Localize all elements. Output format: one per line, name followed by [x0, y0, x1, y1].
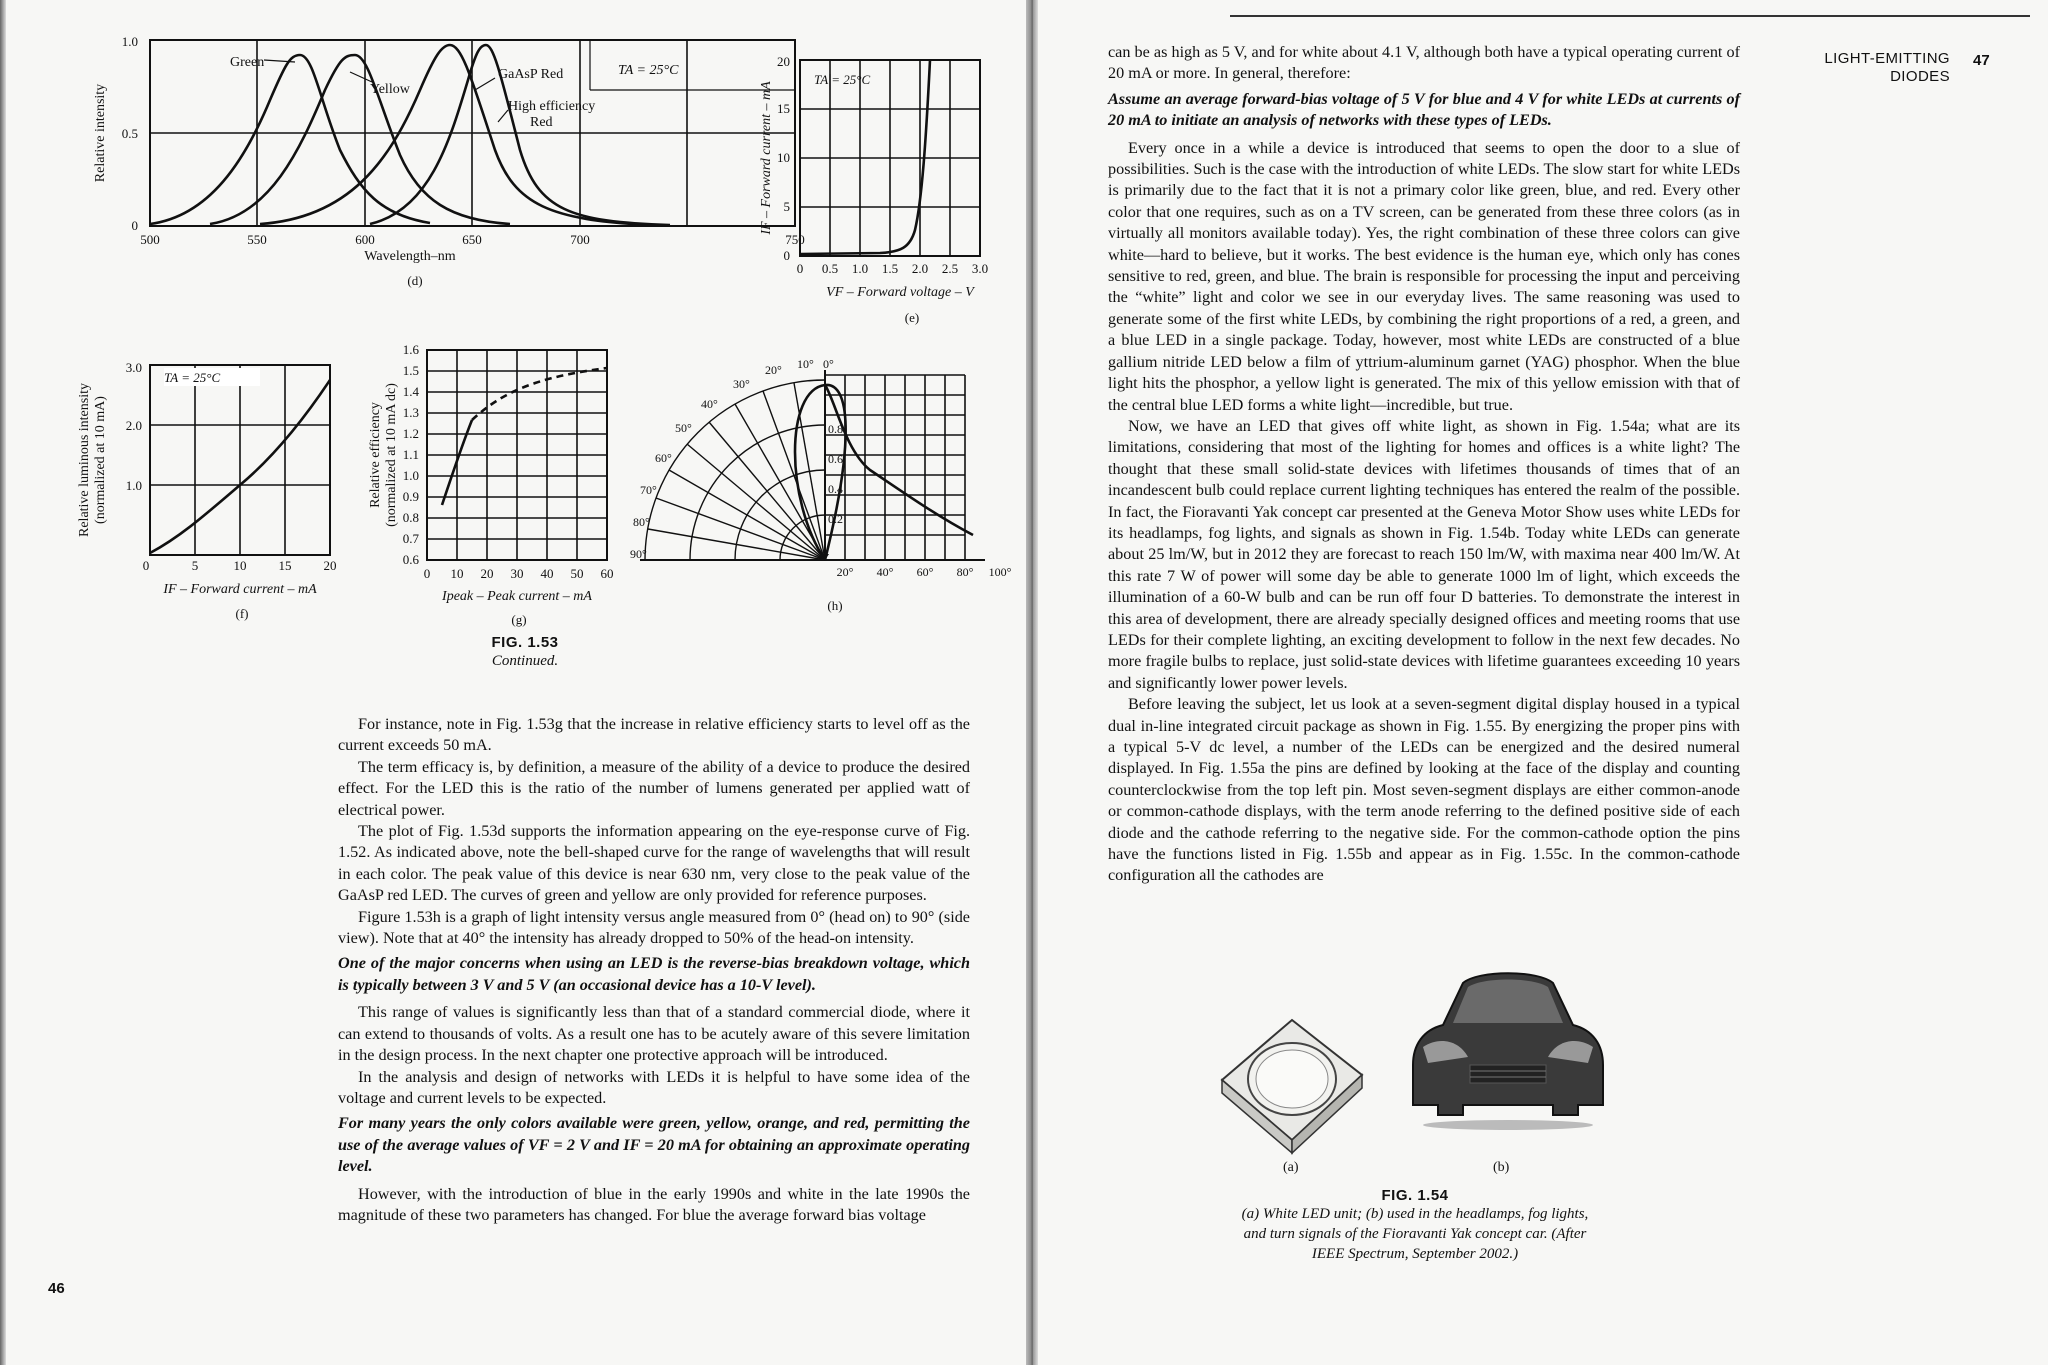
paragraph: Every once in a while a device is introduced that seems to open the door to a slue of possibilities. Such is the case with the introduction of white LEDs. The slow start for white LEDs is primarily due to the fact that it is not a primary color like green, blue, and red. Every other color that one requires, such as on a TV screen, can be generated from these three colors (as in virtually all monitors available today). Yes, the right combination of these three colors can give white—hard to believe, but it works. The best evidence is the human eye, which only has cones sensitive to red, green, and blue. The brain is responsible for processing the input and perceiving the “white” light and color we see in our everyday lives. The same reasoning was used to generate some of the first white LEDs, by combining the right proportions of a red, a green, and a blue LED in a single package. Today, however, most white LEDs are constructed of a blue gallium nitride LED below a film of yttrium-aluminum garnet (YAG) phosphor. When the blue light hits the phosphor, a yellow light is generated. The mix of this yellow emission with that of the central blue LED forms a white light—incredible, but true.	[1108, 138, 1740, 414]
paragraph: For instance, note in Fig. 1.53g that the increase in relative efficiency starts to level off as the current exceeds 50 mA.	[338, 715, 970, 755]
caption-line: and turn signals of the Fioravanti Yak concept car. (After	[1243, 1226, 1587, 1242]
x-axis-label-e: VF – Forward voltage – V	[826, 285, 974, 300]
caption-line: (a) White LED unit; (b) used in the headlamps, fog lights,	[1241, 1206, 1589, 1222]
x-axis-label-g: Ipeak – Peak current – mA	[442, 589, 592, 604]
label-green: Green	[230, 55, 265, 70]
angle-tick: 30°	[733, 377, 750, 391]
panel-label-d: (d)	[407, 273, 423, 288]
running-head	[1780, 50, 1950, 86]
figure-1-53g	[365, 335, 635, 625]
white-led-image	[1212, 1005, 1372, 1155]
concept-car-image	[1408, 965, 1608, 1130]
sub-label-b: (b)	[1493, 1160, 1510, 1175]
x-tick: 650	[462, 232, 482, 247]
label-temp-d: TA = 25°C	[618, 63, 679, 78]
x-tick: 40	[540, 566, 554, 581]
angle-tick: 20°	[765, 363, 782, 377]
x-tick: 1.5	[881, 261, 899, 276]
paragraph: can be as high as 5 V, and for white about 4.1 V, although both have a typical operating current of 20 mA or more. In general, therefore:	[1108, 43, 1740, 83]
panel-label-e: (e)	[904, 310, 920, 325]
angle-tick: 70°	[640, 483, 657, 497]
paragraph: Now, we have an LED that gives off white light, as shown in Fig. 1.54a; what are its limitations, considering that most of the lighting for homes and offices is a white light? The thought that these small solid-state devices with lifetimes thousands of times that of an incandescent bulb could replace current lighting techniques has entered the realm of the possible. In fact, the Fioravanti Yak concept car presented at the Geneva Motor Show uses white LEDs for its headlamps, fog lights, and signals as shown in Fig. 1.54b. Today white LEDs can generate about 25 lm/W, but in 2012 they are forecast to reach 150 lm/W, with maxima near 400 lm/W. At this rate 7 W of power will some day be able to generate 1000 lm of light, which exceeds the illumination of a 60-W bulb and can be run off four D batteries. To demonstrate the interest in this area of development, there are already specially designed offices and meeting rooms that use LEDs for their complete lighting, an exciting development to follow in the next few decades. No more fragile bulbs to replace, just solid-state devices with lifetime guarantees exceeding 10 years and significantly lower power levels.	[1108, 416, 1740, 692]
y-axis-label-d: Relative intensity	[93, 83, 108, 183]
x-tick: 0.5	[821, 261, 839, 276]
x-tick: 1.0	[851, 261, 869, 276]
x-tick: 5	[191, 558, 199, 573]
panel-label-g: (g)	[511, 612, 527, 627]
x-tick: 750	[785, 232, 805, 247]
paragraph: For many years the only colors available were green, yellow, orange, and red, permitting the use of the average values of VF = 2 V and IF = 20 mA for obtaining an approximate operating level.	[338, 1114, 970, 1176]
page-number-right: 47	[1973, 52, 1990, 69]
angle-tick: 90°	[630, 547, 647, 561]
paragraph: This range of values is significantly less than that of a standard commercial diode, where it can extend to thousands of volts. As a result one has to be acutely aware of this severe limitation in the design process. In the next chapter one protective approach will be introduced.	[338, 1003, 970, 1065]
yellow-curve	[210, 55, 510, 224]
y-tick: 1.2	[402, 426, 419, 441]
x-tick: 60°	[916, 565, 934, 579]
r-tick: 0.4	[828, 482, 843, 496]
figure-1-53-caption	[440, 634, 610, 671]
r-tick: 0.8	[828, 422, 843, 436]
paragraph: One of the major concerns when using an LED is the reverse-bias breakdown voltage, which is typically between 3 V and 5 V (an occasional device has a 10-V level).	[338, 954, 970, 994]
x-tick: 20	[480, 566, 494, 581]
y-tick: 1.3	[402, 405, 419, 420]
y-axis-label-f2: (normalized at 10 mA)	[93, 396, 108, 524]
forward-current-curve	[800, 60, 930, 254]
panel-label-h: (h)	[827, 598, 843, 613]
x-tick: 80°	[956, 565, 974, 579]
y-tick: 20	[777, 54, 790, 69]
x-tick: 2.5	[941, 261, 959, 276]
paragraph: However, with the introduction of blue in the early 1990s and white in the late 1990s the magnitude of these two parameters has changed. For blue the average forward bias voltage	[338, 1184, 970, 1224]
y-tick: 2.0	[125, 418, 142, 433]
green-curve	[150, 55, 430, 224]
x-tick: 30	[510, 566, 524, 581]
r-tick: 0.6	[828, 452, 843, 466]
y-tick: 0.7	[402, 531, 419, 546]
figure-number: FIG. 1.53	[491, 634, 559, 651]
label-temp-f: TA = 25°C	[164, 370, 221, 385]
x-tick: 40°	[876, 565, 894, 579]
x-tick: 0	[423, 566, 431, 581]
y-tick: 1.5	[402, 363, 419, 378]
sub-label-a: (a)	[1283, 1160, 1299, 1175]
x-tick: 600	[355, 232, 375, 247]
book-edge	[0, 0, 6, 1365]
paragraph: Assume an average forward-bias voltage of 5 V for blue and 4 V for white LEDs at currents of 20 mA to initiate an analysis of networks with these types of LEDs.	[1108, 89, 1740, 130]
y-tick: 5	[783, 199, 790, 214]
y-axis-label-f1: Relative luminous intensity	[77, 383, 92, 537]
y-tick: 0.6	[402, 552, 419, 567]
x-tick: 700	[570, 232, 590, 247]
y-tick: 1.6	[402, 342, 419, 357]
angle-tick: 80°	[633, 515, 650, 529]
paragraph: Before leaving the subject, let us look at a seven-segment digital display housed in a typical dual in-line integrated circuit package as shown in Fig. 1.55. By energizing the proper pins with a typical 5-V dc level, a number of the LEDs can be energized and the desired numeral displayed. In Fig. 1.55a the pins are defined by looking at the face of the display and counting counterclockwise from the top left pin. Most seven-segment displays are either common-anode or common-cathode displays, with the term anode referring to the defined positive side of each diode and the cathode referring to the negative side. For the common-cathode option the pins have the functions listed in Fig. 1.55b and appear as in Fig. 1.55c. In the common-cathode configuration all the cathodes are	[1108, 695, 1740, 885]
y-tick: 15	[777, 101, 790, 116]
y-tick: 1.1	[402, 447, 419, 462]
y-tick: 1.4	[402, 384, 419, 399]
x-tick: 500	[140, 232, 160, 247]
r-tick: 0.2	[828, 512, 843, 526]
right-page-body	[1108, 42, 1740, 887]
label-temp-e: TA = 25°C	[814, 72, 871, 87]
figure-1-54-caption	[1200, 1187, 1630, 1264]
y-tick: 1.0	[402, 468, 419, 483]
x-tick: 60	[600, 566, 614, 581]
y-tick: 1.0	[121, 34, 138, 49]
figure-1-53e	[750, 40, 1020, 340]
x-axis-label-d: Wavelength–nm	[364, 249, 456, 264]
x-axis-label-f: IF – Forward current – mA	[163, 582, 317, 597]
y-tick: 3.0	[125, 360, 142, 375]
label-high-efficiency: High efficiency	[508, 99, 596, 114]
left-page-body	[338, 714, 970, 1226]
y-axis-label-g1: Relative efficiency	[368, 402, 383, 508]
figure-1-53f	[70, 355, 360, 625]
figure-number: FIG. 1.54	[1381, 1187, 1449, 1204]
header-rule	[1230, 15, 2030, 17]
y-tick: 0	[131, 218, 138, 233]
x-tick: 2.0	[911, 261, 929, 276]
angle-tick: 50°	[675, 421, 692, 435]
intensity-vs-angle-curve	[825, 385, 973, 535]
x-tick: 50	[570, 566, 584, 581]
x-tick: 550	[247, 232, 267, 247]
paragraph: Figure 1.53h is a graph of light intensity versus angle measured from 0° (head on) to 90° (side view). Note that at 40° the intensity has already dropped to 50% of the head-on intensity.	[338, 907, 970, 948]
page-number-left: 46	[48, 1280, 65, 1297]
angle-tick: 40°	[701, 397, 718, 411]
running-head-line-1: LIGHT-EMITTING	[1824, 50, 1950, 67]
y-axis-label-g2: (normalized at 10 mA dc)	[384, 383, 399, 527]
gaasp-red-curve	[260, 45, 650, 225]
running-head-line-2: DIODES	[1890, 68, 1950, 85]
y-tick: 0.5	[121, 126, 138, 141]
y-tick: 1.0	[125, 478, 142, 493]
x-tick: 20	[323, 558, 337, 573]
x-tick: 10	[450, 566, 464, 581]
y-axis-label-e: IF – Forward current – mA	[759, 81, 774, 235]
angle-tick: 60°	[655, 451, 672, 465]
paragraph: The plot of Fig. 1.53d supports the information appearing on the eye-response curve of Fig. 1.52. As indicated above, note the bell-shaped curve for the range of wavelengths that will result in each color. The peak value of this device is near 630 nm, very close to the peak value of the GaAsP red LED. The curves of green and yellow are only provided for reference purposes.	[338, 822, 970, 905]
x-tick: 3.0	[971, 261, 989, 276]
x-tick: 0	[796, 261, 804, 276]
y-tick: 0.8	[402, 510, 419, 525]
angle-tick: 0°	[823, 357, 834, 371]
x-tick: 20°	[836, 565, 854, 579]
x-tick: 0	[142, 558, 150, 573]
label-yellow: Yellow	[370, 82, 410, 97]
x-tick: 10	[233, 558, 247, 573]
paragraph: In the analysis and design of networks with LEDs it is helpful to have some idea of the voltage and current levels to be expected.	[338, 1067, 970, 1107]
book-gutter	[1026, 0, 1038, 1365]
y-tick: 0.9	[402, 489, 419, 504]
x-tick: 15	[278, 558, 292, 573]
angle-tick: 10°	[797, 357, 814, 371]
panel-label-f: (f)	[235, 606, 249, 621]
figure-note: Continued.	[491, 653, 559, 669]
y-tick: 10	[777, 150, 790, 165]
paragraph: The term efficacy is, by definition, a measure of the ability of a device to produce the desired effect. For the LED this is the ratio of the number of lumens generated per applied watt of electrical power.	[338, 757, 970, 819]
label-gaasp-red: GaAsP Red	[498, 67, 564, 82]
x-tick: 100°	[988, 565, 1012, 579]
y-tick: 0	[783, 248, 790, 263]
caption-line: IEEE Spectrum, September 2002.)	[1311, 1246, 1519, 1262]
label-red: Red	[530, 115, 553, 130]
figure-1-53h	[630, 357, 1025, 630]
